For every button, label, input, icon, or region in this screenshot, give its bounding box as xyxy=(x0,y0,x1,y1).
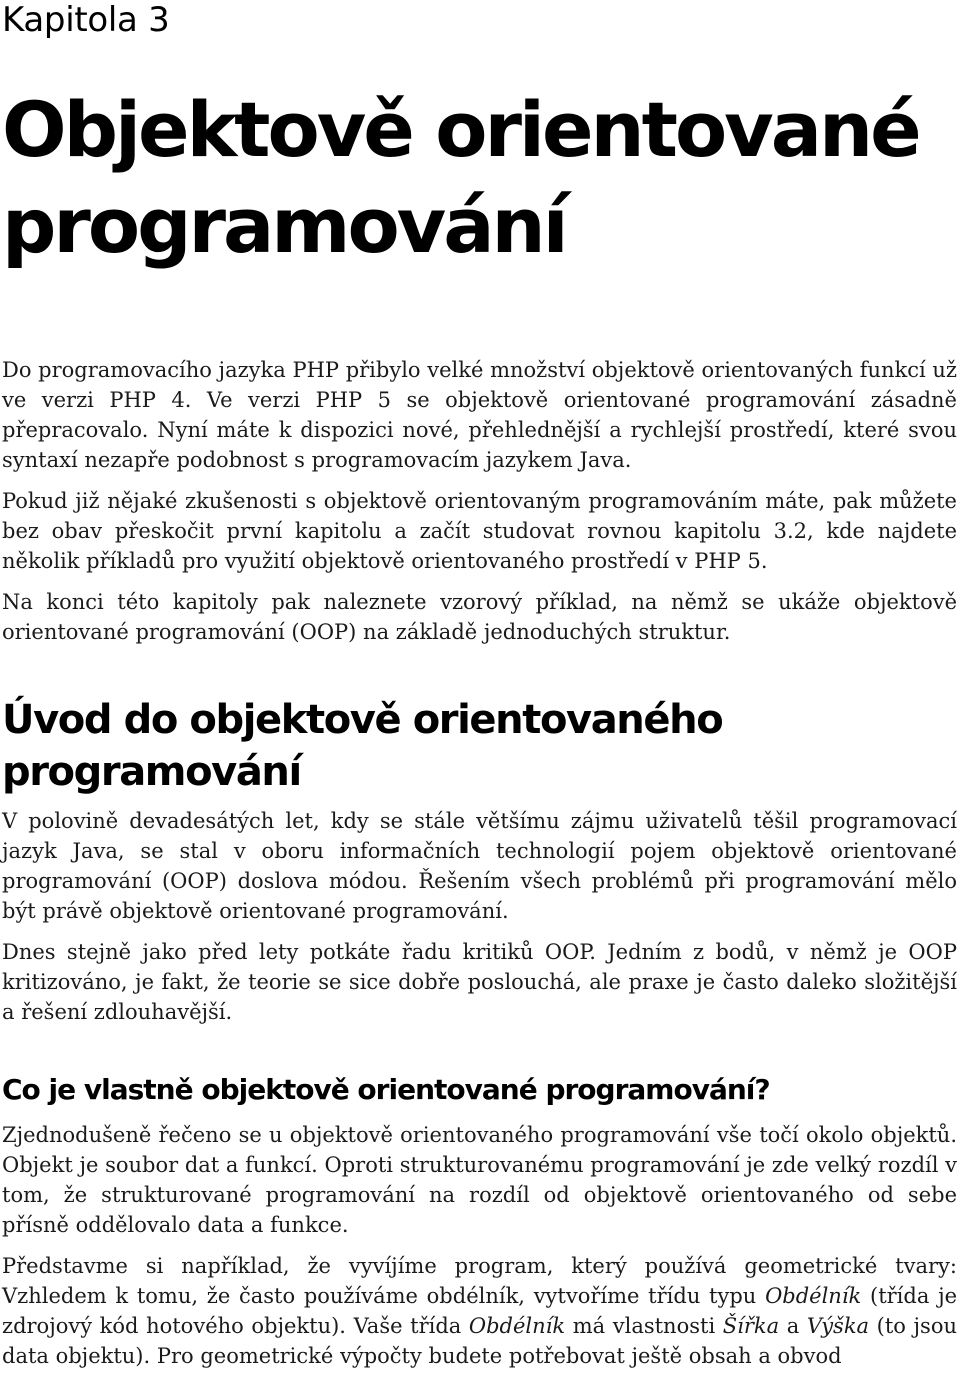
text-run: (to jsou data objektu). Pro geometrické výpočty budete potřebovat ještě obsah a obvod xyxy=(2,1314,958,1368)
section1-paragraph-2: Dnes stejně jako před lety potkáte řadu kritiků OOP. Jedním z bodů, v němž je OOP kritizováno, je fakt, že teorie se sice dobře poslouchá, ale praxe je často daleko složitější a řešení zdlouhavější. xyxy=(2,940,957,1024)
chapter-title: Objektově orientované programování xyxy=(2,85,919,270)
italic-term-obdelnik: Obdélník xyxy=(468,1314,566,1338)
section-heading-intro-oop: Úvod do objektově orientovaného programování xyxy=(2,697,723,795)
section2-paragraph-1: Zjednodušeně řečeno se u objektově orientovaného programování vše točí okolo objektů. Objekt je soubor dat a funkcí. Oproti strukturovanému programování je zde velký rozdíl v tom, že strukturované programování na rozdíl od objektově orientovaného od sebe přísně oddělovalo data a funkce. xyxy=(2,1123,957,1237)
subsection-heading-what-is-oop: Co je vlastně objektově orientované programování? xyxy=(2,1073,770,1106)
intro-paragraph-1: Do programovacího jazyka PHP přibylo velké množství objektově orientovaných funkcí už ve verzi PHP 4. Ve verzi PHP 5 se objektově orientované programování zásadně přepracovalo. Nyní máte k dispozici nové, přehlednější a rychlejší prostředí, které svou syntaxí nezapře podobnost s programovacím jazykem Java. xyxy=(2,358,957,472)
section2-paragraph-2 xyxy=(2,1251,957,1371)
intro-section xyxy=(2,355,957,658)
section1-paragraph-1: V polovině devadesátých let, kdy se stále většímu zájmu uživatelů těšil programovací jazyk Java, se stal v oboru informačních technologií pojem objektově orientované programování (OOP) doslova módou. Řešením všech problémů při programování mělo být právě objektově orientované programování. xyxy=(2,809,957,923)
chapter-label: Kapitola 3 xyxy=(2,0,170,40)
text-run: (třída je zdrojový kód hotového objektu). Vaše třída xyxy=(2,1284,958,1338)
text-run: má vlastnosti xyxy=(565,1314,723,1338)
subsection-what-is-oop-body xyxy=(2,1120,957,1382)
italic-term-obdelnik: Obdélník xyxy=(765,1284,862,1308)
intro-paragraph-3: Na konci této kapitoly pak naleznete vzorový příklad, na němž se ukáže objektově orientované programování (OOP) na základě jednoduchých struktur. xyxy=(2,590,957,644)
intro-paragraph-2: Pokud již nějaké zkušenosti s objektově orientovaným programováním máte, pak můžete bez obav přeskočit první kapitolu a začít studovat rovnou kapitolu 3.2, kde najdete několik příkladů pro využití objektově orientovaného prostředí v PHP 5. xyxy=(2,489,957,573)
italic-term-vyska: Výška xyxy=(806,1314,870,1338)
italic-term-sirka: Šířka xyxy=(722,1314,780,1338)
text-run: a xyxy=(779,1314,807,1338)
section-intro-oop-body xyxy=(2,806,957,1038)
text-run: Představme si například, že vyvíjíme program, který používá geometrické tvary: Vzhledem k tomu, že často používáme obdélník, vytvoříme třídu typu xyxy=(2,1254,957,1308)
